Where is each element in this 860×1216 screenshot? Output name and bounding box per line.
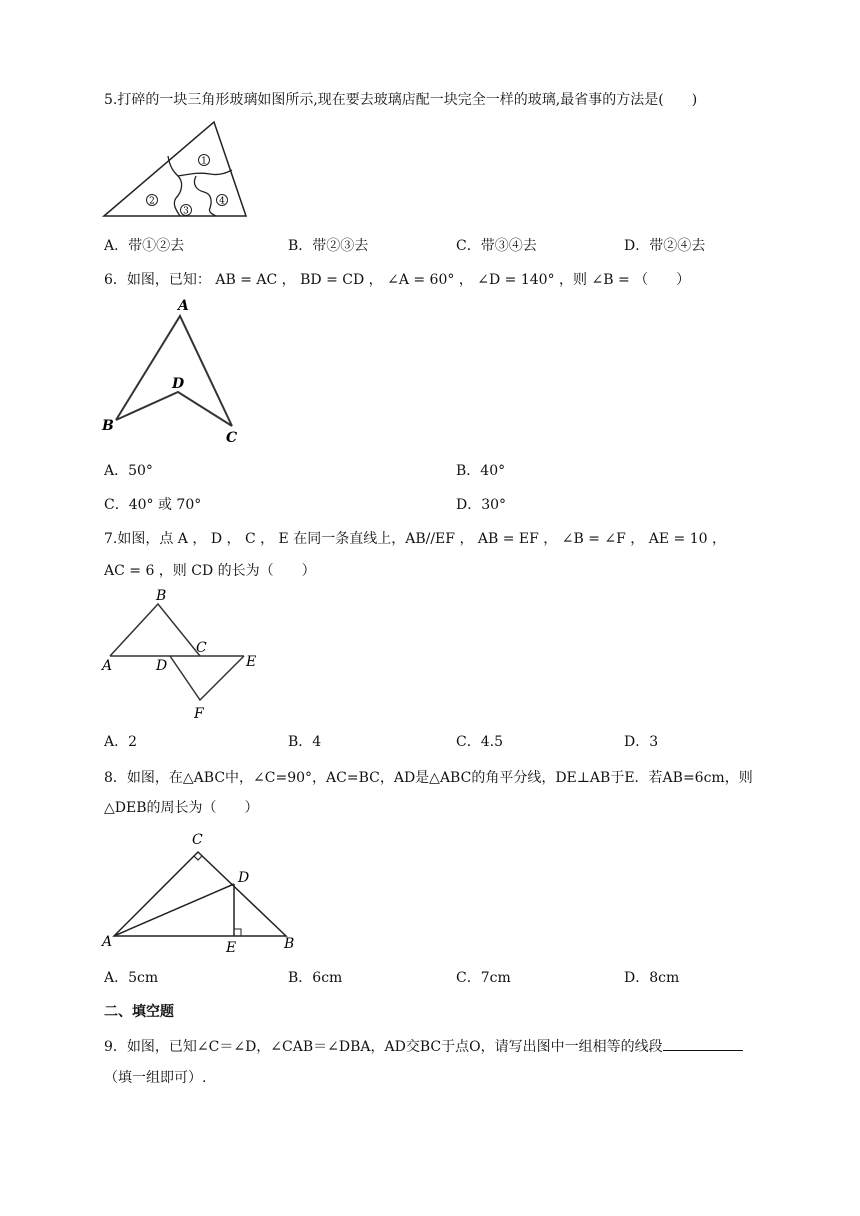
q5-piece-2-label: 2 [149,196,155,207]
q7-label-a: A [102,658,113,674]
q5-piece-1-label: 1 [201,156,207,167]
q8-triangle [114,852,286,936]
q8-option-c: C．7cm [456,970,511,986]
q5-figure [100,118,260,222]
q7-label-b: B [156,588,167,604]
q7-option-c: C．4.5 [456,734,503,750]
q5-option-a: A．带①②去 [104,238,185,254]
q6-label-b: B [102,418,114,434]
q8-label-a: A [102,934,113,950]
q7-label-f: F [194,706,204,722]
q9-text-line1: 9．如图，已知∠C＝∠D，∠CAB＝∠DBA，AD交BC于点O，请写出图中一组相等的线段 [104,1039,663,1055]
q6-option-c: C．40° 或 70° [104,497,202,513]
q5-option-d: D．带②④去 [624,238,706,254]
q7-option-a: A．2 [104,734,138,750]
q6-option-b: B．40° [456,463,506,479]
q7-text-line2: AC = 6 ，则 CD 的长为（ ） [104,563,316,579]
q6-option-d: D．30° [456,497,507,513]
q8-label-c: C [192,832,203,848]
q5-option-c: C．带③④去 [456,238,537,254]
q6-option-a: A．50° [104,463,153,479]
q5-option-b: B．带②③去 [288,238,369,254]
q8-bisector-ad [114,884,234,936]
q5-crack-left [168,156,182,216]
q6-label-c: C [226,430,238,446]
q7-text-line1: 7.如图，点 A ， D ， C ， E 在同一条直线上，AB//EF ， AB = EF ， ∠B = ∠F ， AE = 10 ， [104,531,726,547]
q8-text-line2: △DEB的周长为（ ） [104,800,259,816]
q7-option-d: D．3 [624,734,659,750]
q8-label-b: B [284,936,295,952]
section-title-fill-in: 二、填空题 [104,1004,174,1020]
q7-figure [100,584,270,724]
q7-label-e: E [246,654,257,670]
q8-option-a: A．5cm [104,970,159,986]
q8-option-b: B．6cm [288,970,343,986]
q7-label-c: C [196,640,207,656]
q8-option-d: D．8cm [624,970,680,986]
q8-text-line1: 8．如图，在△ABC中，∠C=90°，AC=BC，AD是△ABC的角平分线，DE⊥AB于E．若AB=6cm，则 [104,770,753,786]
q7-label-d: D [156,658,168,674]
q8-label-d: D [238,870,250,886]
q9-answer-blank[interactable] [663,1036,743,1051]
q8-label-e: E [226,940,237,956]
q8-right-angle-c [194,856,202,860]
q9-line1-row [104,1036,743,1057]
q5-piece-4-label: 4 [219,196,225,207]
q7-option-b: B．4 [288,734,322,750]
q6-text: 6．如图，已知： AB = AC ， BD = CD ， ∠A = 60° ， ∠D = 140° ，则 ∠B = （ ） [104,272,691,288]
q6-label-a: A [178,298,189,314]
q5-crack-top [178,170,232,176]
q5-text: 5.打碎的一块三角形玻璃如图所示,现在要去玻璃店配一块完全一样的玻璃,最省事的方法是( ) [104,92,698,108]
q8-figure [100,826,300,956]
q5-piece-3-label: 3 [183,206,189,217]
q6-figure [100,296,250,446]
q6-label-d: D [172,376,185,392]
q8-right-angle-e [234,929,241,936]
q5-crack-right [194,176,216,216]
q9-text-line2: （填一组即可）. [104,1070,207,1086]
